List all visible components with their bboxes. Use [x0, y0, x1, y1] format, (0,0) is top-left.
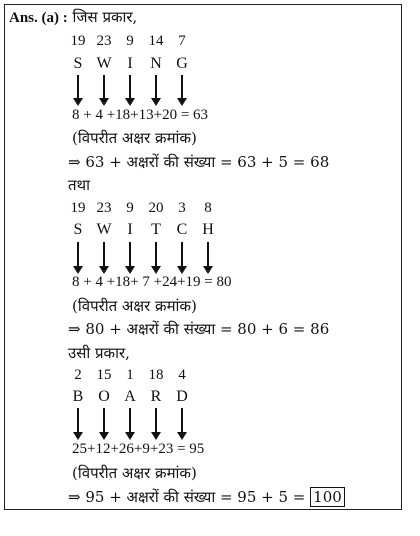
letter: W	[96, 221, 112, 238]
down-arrow-icon	[103, 242, 105, 268]
answer-heading	[9, 8, 137, 27]
position-value: 19	[70, 200, 86, 216]
result-3	[68, 488, 345, 506]
note-1: (विपरीत अक्षर क्रमांक)	[72, 129, 197, 147]
down-arrow-icon	[103, 75, 105, 100]
position-value: 8	[204, 200, 212, 216]
position-value: 2	[74, 367, 82, 383]
solution-box	[4, 4, 402, 510]
letter: S	[73, 221, 83, 238]
letter: S	[73, 55, 83, 72]
result-1: ⇒ 63 + अक्षरों की संख्या = 63 + 5 = 68	[68, 153, 330, 171]
letter: N	[150, 55, 162, 72]
down-arrow-icon	[181, 408, 183, 434]
letter: I	[127, 221, 133, 238]
down-arrow-icon	[155, 408, 157, 434]
note-3: (विपरीत अक्षर क्रमांक)	[72, 464, 197, 482]
letter: O	[98, 388, 110, 405]
letter: G	[176, 55, 188, 72]
position-value: 18	[148, 367, 164, 383]
down-arrow-icon	[155, 242, 157, 268]
sum-line-1: 8 + 4 +18+13+20 = 63	[72, 107, 209, 123]
result-3-text: ⇒ 95 + अक्षरों की संख्या = 95 + 5 =	[68, 488, 306, 506]
down-arrow-icon	[129, 75, 131, 100]
position-value: 9	[126, 33, 134, 49]
down-arrow-icon	[77, 242, 79, 268]
down-arrow-icon	[129, 408, 131, 434]
down-arrow-icon	[181, 242, 183, 268]
down-arrow-icon	[155, 75, 157, 100]
letter: B	[72, 388, 84, 405]
position-value: 14	[148, 33, 164, 49]
letter: H	[202, 221, 214, 238]
letter: C	[176, 221, 188, 238]
letter: I	[127, 55, 133, 72]
position-value: 23	[96, 33, 112, 49]
position-value: 9	[126, 200, 134, 216]
letter: A	[124, 388, 136, 405]
letter: T	[151, 221, 161, 238]
letter: D	[176, 388, 188, 405]
connector-usi-prakar: उसी प्रकार,	[68, 344, 130, 362]
letter: W	[96, 55, 112, 72]
note-2: (विपरीत अक्षर क्रमांक)	[72, 297, 197, 315]
down-arrow-icon	[129, 242, 131, 268]
sum-line-3: 25+12+26+9+23 = 95	[72, 441, 205, 457]
position-value: 20	[148, 200, 164, 216]
position-value: 15	[96, 367, 112, 383]
down-arrow-icon	[77, 75, 79, 100]
down-arrow-icon	[207, 242, 209, 268]
result-2: ⇒ 80 + अक्षरों की संख्या = 80 + 6 = 86	[68, 320, 330, 338]
intro-text: जिस प्रकार,	[72, 8, 138, 26]
sum-line-2: 8 + 4 +18+ 7 +24+19 = 80	[72, 274, 232, 290]
down-arrow-icon	[103, 408, 105, 434]
final-answer-box: 100	[310, 487, 345, 507]
position-value: 1	[126, 367, 134, 383]
letter: R	[150, 388, 162, 405]
connector-tatha: तथा	[68, 176, 91, 194]
position-value: 23	[96, 200, 112, 216]
position-value: 4	[178, 367, 186, 383]
down-arrow-icon	[77, 408, 79, 434]
down-arrow-icon	[181, 75, 183, 100]
answer-label: Ans. (a) :	[9, 10, 68, 26]
position-value: 19	[70, 33, 86, 49]
position-value: 7	[178, 33, 186, 49]
position-value: 3	[178, 200, 186, 216]
